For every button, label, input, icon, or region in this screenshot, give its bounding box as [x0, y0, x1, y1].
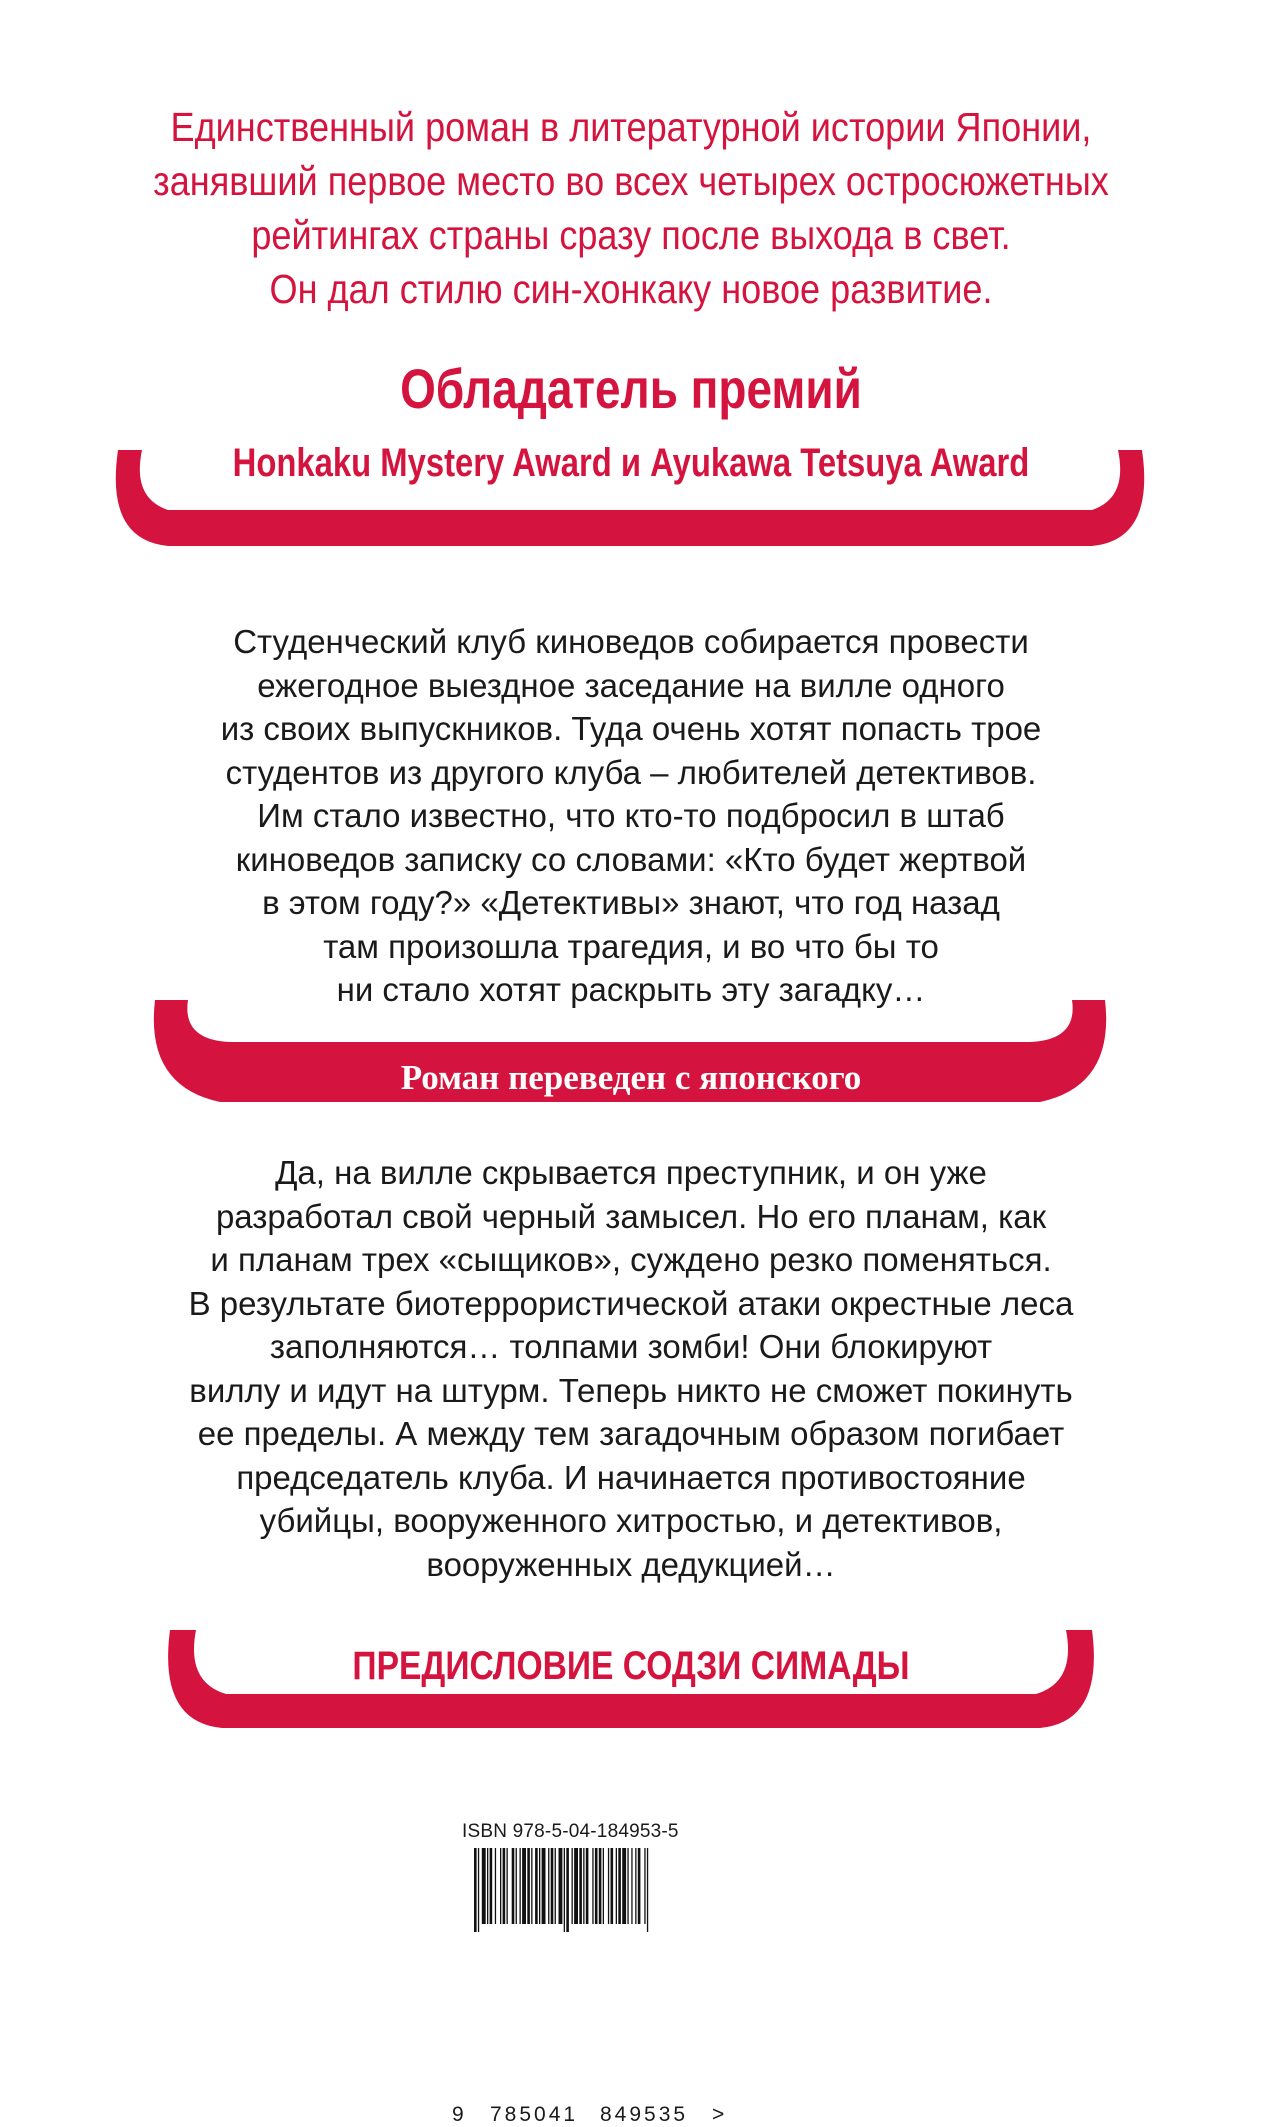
barcode-bar [608, 1848, 609, 1924]
plot-line: виллу и идут на штурм. Теперь никто не сможет покинуть [189, 1371, 1073, 1409]
plot-paragraph [0, 1151, 1262, 1586]
barcode-bar [516, 1848, 517, 1924]
barcode-bar [542, 1848, 546, 1924]
barcode-bar [618, 1848, 621, 1924]
plot-line: и планам трех «сыщиков», суждено резко поменяться. [210, 1241, 1052, 1278]
barcode-bar [599, 1848, 602, 1924]
barcode-bar [647, 1848, 648, 1932]
barcode-bar [644, 1848, 645, 1924]
barcode-bar [559, 1848, 563, 1924]
barcode-bar [611, 1848, 614, 1924]
intro-line: Он дал стилю син-хонкаку новое развитие. [269, 266, 993, 312]
barcode-bar [551, 1848, 554, 1924]
barcode-bar [539, 1848, 540, 1924]
plot-line: убийцы, вооруженного хитростью, и детективов, [259, 1502, 1003, 1539]
synopsis-line: киноведов записку со словами: «Кто будет жертвой [235, 840, 1027, 878]
synopsis-paragraph [0, 620, 1262, 1012]
barcode-bar [507, 1848, 508, 1924]
barcode-bar [535, 1848, 538, 1924]
barcode-digits-right: 849535 [600, 2103, 689, 2126]
synopsis-line: ни стало хотят раскрыть эту загадку… [336, 971, 926, 1008]
barcode-bars [474, 1848, 714, 1932]
synopsis-line: там произошла трагедия, и во что бы то [323, 927, 939, 965]
barcode-bar [595, 1848, 598, 1924]
barcode-bar [503, 1848, 506, 1924]
plot-line: председатель клуба. И начинается противостояние [236, 1458, 1026, 1496]
barcode-bar [555, 1848, 556, 1924]
barcode-bar [572, 1848, 573, 1924]
preface-credit: ПРЕДИСЛОВИЕ СОДЗИ СИМАДЫ [352, 1644, 910, 1688]
barcode-bar [603, 1848, 604, 1924]
intro-line: занявший первое место во всех четырех остросюжетных [153, 158, 1109, 204]
barcode-digits-left: 785041 [490, 2103, 579, 2126]
plot-line: В результате биотеррористической атаки окрестные леса [188, 1284, 1074, 1322]
barcode-bar [500, 1848, 501, 1924]
barcode-bar [631, 1848, 632, 1924]
barcode-bar [512, 1848, 515, 1924]
translated-label: Роман переведен с японского [400, 1058, 862, 1097]
barcode-bar [638, 1848, 641, 1924]
intro-line: рейтингах страны сразу после выхода в свет. [251, 212, 1011, 258]
plot-line: вооруженных дедукцией… [426, 1545, 836, 1583]
barcode-bar [520, 1848, 521, 1924]
intro-line: Единственный роман в литературной истории Японии, [170, 104, 1092, 150]
barcode-bar [586, 1848, 589, 1924]
plot-line: ее пределы. А между тем загадочным образом погибает [197, 1415, 1065, 1452]
barcode-bar [583, 1848, 584, 1924]
plot-line: разработал свой черный замысел. Но его планам, как [215, 1197, 1047, 1235]
barcode-bar [474, 1848, 477, 1932]
barcode-bar [564, 1848, 565, 1932]
synopsis-line: студентов из другого клуба – любителей детективов. [225, 753, 1037, 791]
barcode-bar [635, 1848, 636, 1924]
barcode-bar [487, 1848, 488, 1924]
barcode-bar [566, 1848, 569, 1932]
barcode-bar [478, 1848, 479, 1932]
plot-line: заполняются… толпами зомби! Они блокируют [269, 1328, 993, 1365]
barcode-digit-tail: > [712, 2103, 725, 2126]
barcode-bar [592, 1848, 593, 1924]
synopsis-line: Им стало известно, что кто-то подбросил в штаб [257, 797, 1005, 834]
barcode-bar [574, 1848, 578, 1924]
barcode-bar [495, 1848, 496, 1924]
barcode-bar [482, 1848, 486, 1924]
barcode-bar [622, 1848, 626, 1924]
isbn-label: ISBN 978-5-04-184953-5 [462, 1821, 679, 1842]
synopsis-line: в этом году?» «Детективы» знают, что год назад [262, 884, 1000, 921]
award-title: Обладатель премий [400, 357, 862, 420]
barcode-bar [548, 1848, 549, 1924]
intro-blurb [0, 100, 1262, 316]
synopsis-line: ежегодное выездное заседание на вилле одного [257, 666, 1005, 704]
barcode-bar [527, 1848, 530, 1924]
plot-line: Да, на вилле скрывается преступник, и он уже [275, 1154, 987, 1191]
barcode-bar [616, 1848, 617, 1924]
synopsis-line: Студенческий клуб киноведов собирается провести [233, 623, 1029, 660]
barcode-bar [627, 1848, 628, 1924]
barcode-digit-lead: 9 [452, 2103, 464, 2126]
barcode-block [462, 1821, 720, 1941]
barcode-bar [490, 1848, 493, 1924]
barcode-bar [579, 1848, 582, 1924]
synopsis-line: из своих выпускников. Туда очень хотят попасть трое [220, 710, 1042, 747]
barcode-bar [522, 1848, 526, 1924]
barcode-bar [531, 1848, 532, 1924]
award-names: Honkaku Mystery Award и Ayukawa Tetsuya Award [232, 441, 1030, 485]
